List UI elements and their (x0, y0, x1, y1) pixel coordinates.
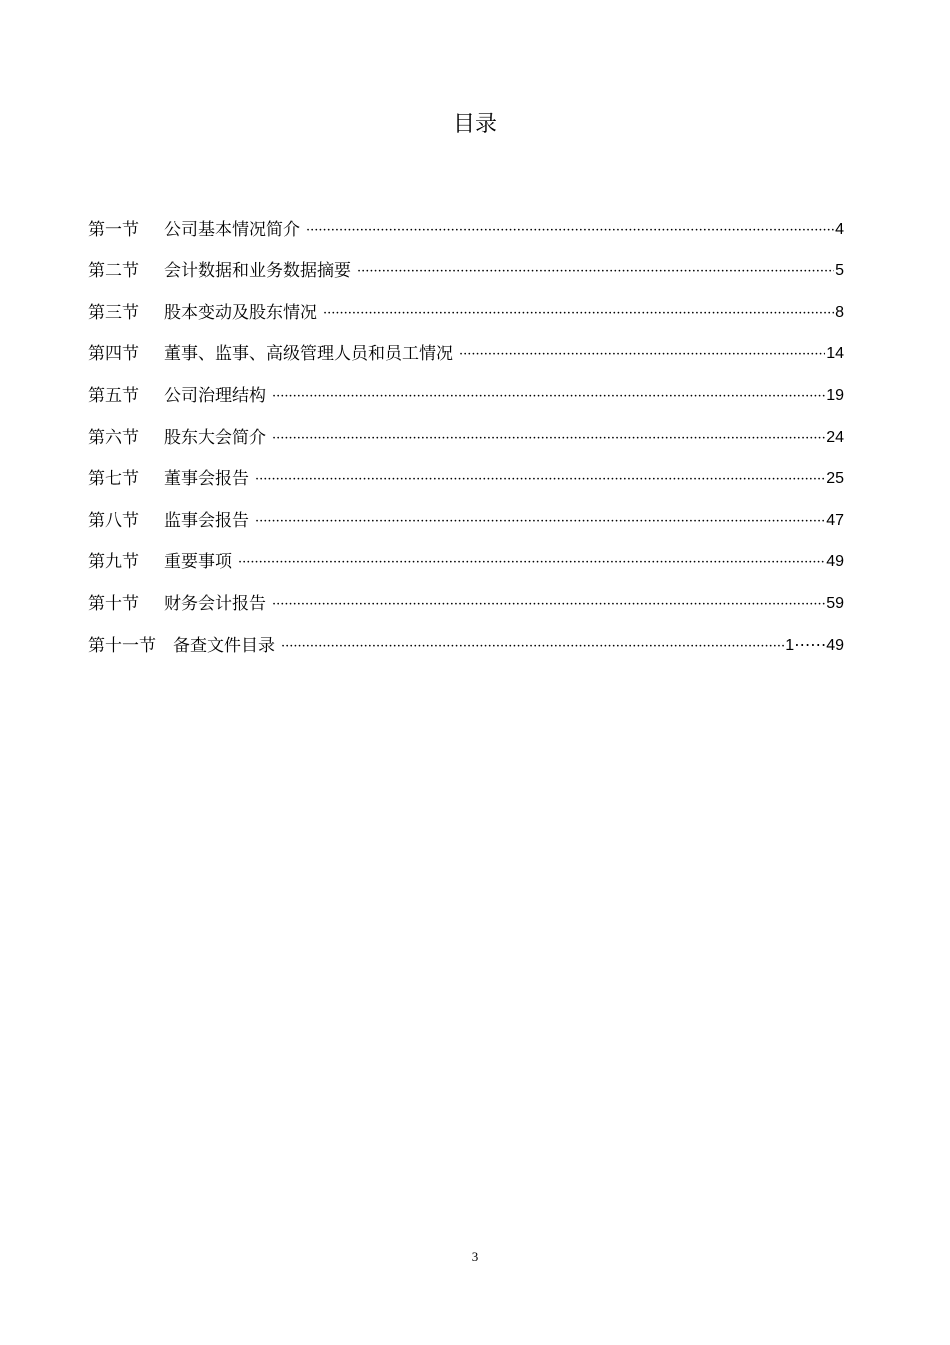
toc-section-number: 第三节 (88, 302, 139, 323)
toc-section-number: 第五节 (88, 385, 139, 406)
toc-page-number: 1⋯⋯49 (785, 636, 844, 654)
toc-entry[interactable] (88, 493, 844, 535)
toc-section-number: 第一节 (88, 219, 139, 240)
toc-dot-leader (272, 426, 825, 452)
toc-page-number: 19 (826, 386, 844, 404)
toc-dot-leader (323, 301, 834, 327)
toc-page-number: 8 (835, 303, 844, 321)
toc-section-number: 第九节 (88, 552, 139, 573)
toc-dot-leader (281, 634, 784, 660)
toc-section-number: 第四节 (88, 344, 139, 365)
toc-dot-leader (255, 467, 825, 493)
toc-page-number: 25 (826, 470, 844, 488)
toc-section-number: 第八节 (88, 510, 139, 531)
toc-entry[interactable] (88, 327, 844, 369)
toc-dot-leader (272, 384, 825, 410)
toc-page-number: 5 (835, 262, 844, 280)
toc-section-title: 董事、监事、高级管理人员和员工情况 (164, 344, 453, 365)
toc-page-number: 59 (826, 594, 844, 612)
toc-dot-leader (272, 592, 825, 618)
toc-section-title: 公司治理结构 (164, 385, 266, 406)
toc-section-title: 备查文件目录 (173, 635, 275, 656)
toc-entry[interactable] (88, 285, 844, 327)
toc-section-title: 会计数据和业务数据摘要 (164, 261, 351, 282)
toc-section-title: 公司基本情况简介 (164, 219, 300, 240)
toc-entry[interactable] (88, 576, 844, 618)
toc-section-number: 第十节 (88, 593, 139, 614)
toc-page-number: 24 (826, 428, 844, 446)
toc-section-title: 董事会报告 (164, 469, 249, 490)
toc-section-number: 第六节 (88, 427, 139, 448)
toc-entry[interactable] (88, 410, 844, 452)
toc-section-title: 股本变动及股东情况 (164, 302, 317, 323)
toc-entry[interactable] (88, 244, 844, 286)
toc-page-number: 47 (826, 511, 844, 529)
toc-entry[interactable] (88, 618, 844, 660)
toc-section-title: 股东大会简介 (164, 427, 266, 448)
toc-dot-leader (238, 550, 825, 576)
page-number: 3 (471, 1249, 479, 1264)
toc-entry[interactable] (88, 452, 844, 494)
toc-entry[interactable] (88, 368, 844, 410)
toc-entry[interactable] (88, 535, 844, 577)
toc-section-number: 第二节 (88, 261, 139, 282)
table-of-contents (88, 202, 844, 660)
toc-section-title: 重要事项 (164, 552, 232, 573)
toc-page-number: 14 (826, 345, 844, 363)
toc-dot-leader (255, 509, 825, 535)
toc-section-title: 财务会计报告 (164, 593, 266, 614)
toc-dot-leader (306, 218, 834, 244)
toc-entry[interactable] (88, 202, 844, 244)
toc-section-number: 第七节 (88, 469, 139, 490)
toc-dot-leader (357, 259, 834, 285)
toc-page-number: 4 (835, 220, 844, 238)
page-title: 目录 (452, 112, 497, 137)
toc-dot-leader (459, 342, 825, 368)
toc-section-title: 监事会报告 (164, 510, 249, 531)
toc-page-number: 49 (826, 553, 844, 571)
toc-section-number: 第十一节 (88, 635, 156, 656)
